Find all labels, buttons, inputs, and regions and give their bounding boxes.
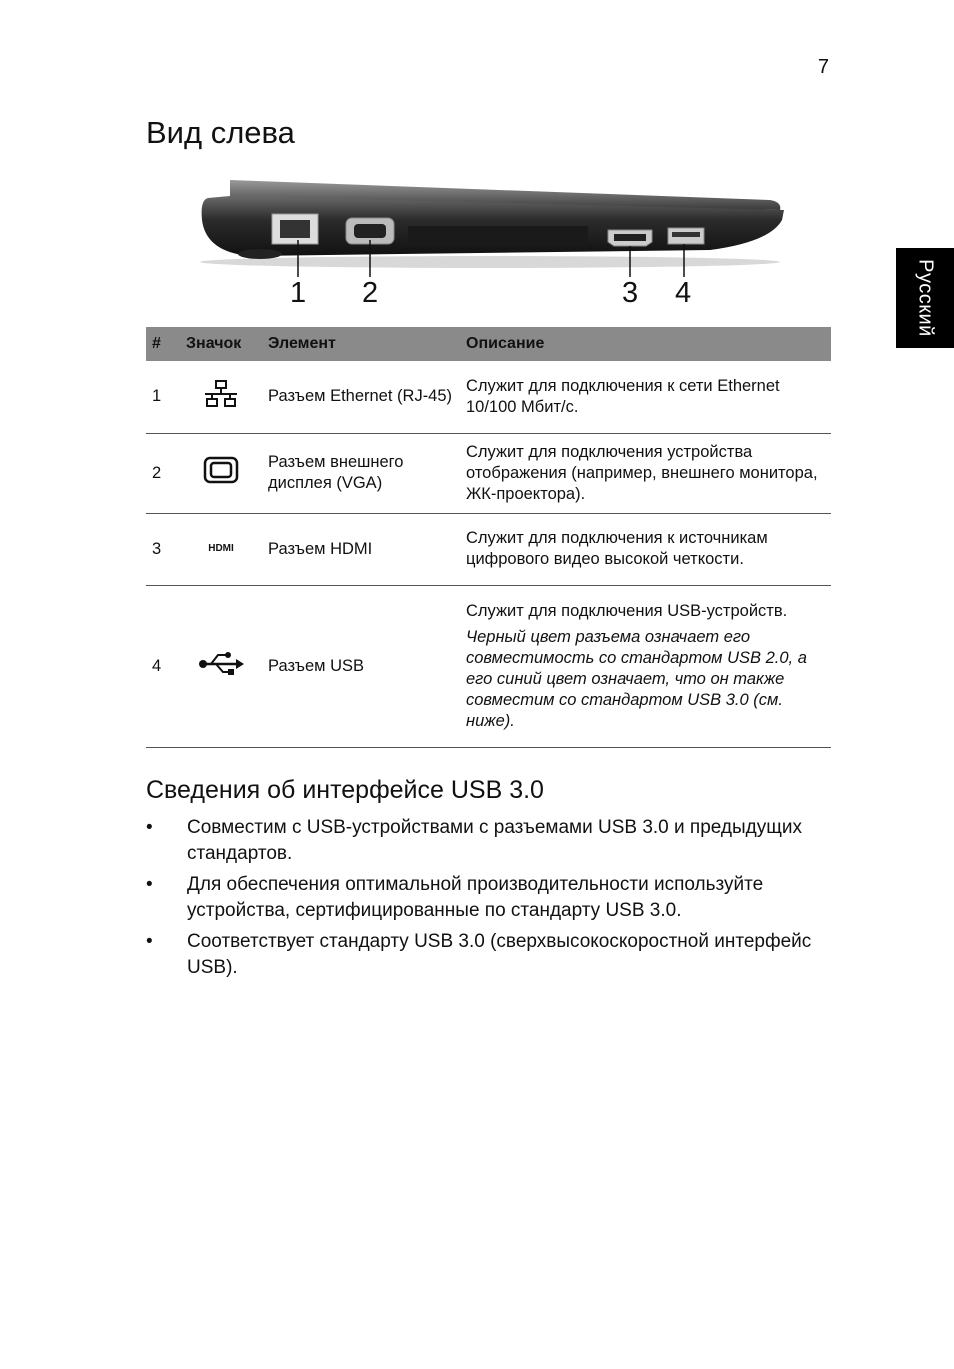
header-element: Элемент [262,327,460,361]
row-description [460,513,831,585]
row-description [460,361,831,433]
description-text: Служит для подключения к источникам цифрового видео высокой четкости. [466,529,768,568]
callout-1: 1 [290,277,307,309]
ports-table [146,327,831,748]
list-item: • Соответствует стандарту USB 3.0 (сверхвысокоскоростной интерфейс USB). [146,929,836,981]
callout-3: 3 [622,277,639,309]
description-text: Служит для подключения устройства отображения (например, внешнего монитора, ЖК-проектора). [466,442,818,503]
table-row [146,585,831,747]
table-row [146,361,831,433]
list-item: • Для обеспечения оптимальной производительности используйте устройства, сертифицированные по стандарту USB 3.0. [146,872,836,924]
row-number: 1 [146,361,180,433]
hdmi-logo-text: HDMI [208,542,234,554]
usb-port [668,228,704,244]
list-item: • Совместим с USB-устройствами с разъемами USB 3.0 и предыдущих стандартов. [146,815,836,867]
row-element: Разъем HDMI [262,513,460,585]
laptop-side-illustration [190,170,790,280]
header-description: Описание [460,327,831,361]
row-element: Разъем внешнего дисплея (VGA) [262,433,460,513]
language-tab-label: Русский [914,259,937,337]
header-number: # [146,327,180,361]
ethernet-icon [203,380,239,408]
row-description [460,585,831,747]
description-note: Черный цвет разъема означает его совместимость со стандартом USB 2.0, а его синий цвет означает, что он также совместим со стандартом USB 3.0 (см. ниже). [466,627,807,730]
page-title: Вид слева [146,115,295,150]
row-number: 2 [146,433,180,513]
table-header-row [146,327,831,361]
language-tab [896,248,954,348]
laptop-left-side-figure [190,170,790,320]
header-icon: Значок [180,327,262,361]
description-text: Служит для подключения USB-устройств. [466,601,788,620]
hdmi-icon [201,540,241,554]
hdmi-port [608,230,652,246]
row-description [460,433,831,513]
section-title: Сведения об интерфейсе USB 3.0 [146,776,544,804]
ethernet-port [272,214,318,244]
row-element: Разъем USB [262,585,460,747]
row-number: 3 [146,513,180,585]
page-number: 7 [817,56,829,78]
vga-icon [203,456,239,484]
callout-4: 4 [675,277,692,309]
table-row [146,513,831,585]
row-element: Разъем Ethernet (RJ-45) [262,361,460,433]
description-text: Служит для подключения к сети Ethernet 10/100 Мбит/с. [466,376,780,416]
callout-2: 2 [362,277,379,309]
vent-grille [408,226,588,246]
row-number: 4 [146,585,180,747]
usb-icon [198,651,244,675]
usb3-bullet-list [146,815,836,986]
table-row [146,433,831,513]
